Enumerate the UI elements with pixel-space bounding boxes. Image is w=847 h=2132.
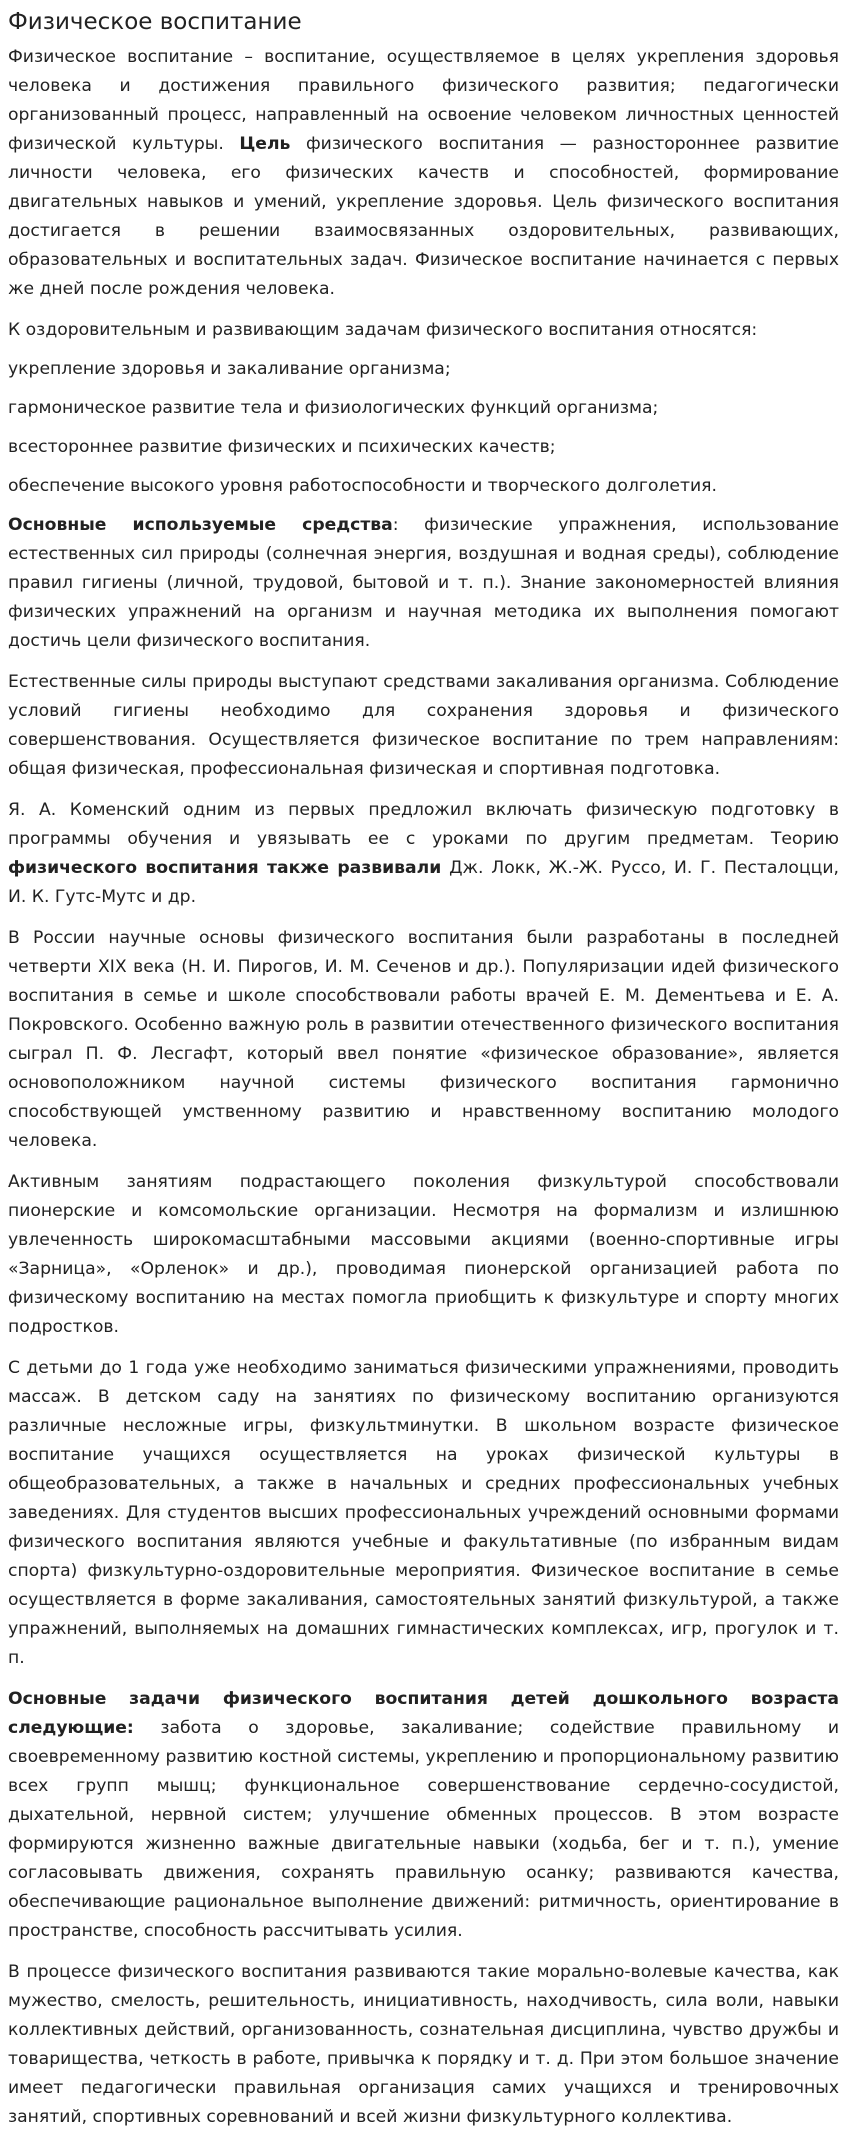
preschool-term: Основные задачи физического воспитания детей дошкольного возраста следующие: [8,1689,839,1738]
ages-paragraph: С детьми до 1 года уже необходимо заниматься физическими упражнениями, проводить массаж. В детском саду на занятиях по физическому воспитанию организуются различные несложные игры, физкультминутки. В школьном возрасте физическое воспитание учащихся осуществляется на уроках физической культуры в общеобразовательных, а также в начальных и средних профессиональных учебных заведениях. Для студентов высших профессиональных учреждений основными формами физического воспитания являются учебные и факультативные (по избранным видам спорта) физкультурно-оздоровительные мероприятия. Физическое воспитание в семье осуществляется в форме закаливания, самостоятельных занятий физкультурой, а также упражнений, выполняемых на домашних гимнастических комплексах, игр, прогулок и т. п. [8,1358,839,1668]
task-item: гармоническое развитие тела и физиологических функций организма; [8,398,659,418]
nature-paragraph: Естественные силы природы выступают средствами закаливания организма. Соблюдение условий гигиены необходимо для сохранения здоровья и физического совершенствования. Осуществляется физическое воспитание по трем направлениям: общая физическая, профессиональная физическая и спортивная подготовка. [8,672,839,779]
task-item: всестороннее развитие физических и психических качеств; [8,437,556,457]
history-text-1: Я. А. Коменский одним из первых предложил включать физическую подготовку в программы обучения и увязывать ее с уроками по другим предметам. Теорию [8,800,839,849]
page-title: Физическое воспитание [8,9,302,35]
history-term: физического воспитания также развивали [8,858,442,878]
intro-paragraph [8,43,839,304]
preschool-text: забота о здоровье, закаливание; содействие правильному и своевременному развитию костной системы, укреплению и пропорциональному развитию всех групп мышц; функциональное совершенствование сердечно-сосудистой, дыхательной, нервной систем; улучшение обменных процессов. В этом возрасте формируются жизненно важные двигательные навыки (ходьба, бег и т. п.), умение согласовывать движения, сохранять правильную осанку; развиваются качества, обеспечивающие рациональное выполнение движений: ритмичность, ориентирование в пространстве, способность рассчитывать усилия. [8,1718,839,1941]
intro-text-1: Физическое воспитание – воспитание, осуществляемое в целях укрепления здоровья человека и достижения правильного физического развития; педагогически организованный процесс, направленный на освоение человеком личностных ценностей физической культуры. [8,47,839,154]
means-text: : физические упражнения, использование естественных сил природы (солнечная энергия, воздушная и водная среды), соблюдение правил гигиены (личной, трудовой, бытовой и т. п.). Знание закономерностей влияния физических упражнений на организм и научная методика их выполнения помогают достичь цели физического воспитания. [8,515,839,651]
history-paragraph [8,796,839,912]
qualities-paragraph: В процессе физического воспитания развиваются такие морально-волевые качества, как мужество, смелость, решительность, инициативность, находчивость, сила воли, навыки коллективных действий, организованность, сознательная дисциплина, чувство дружбы и товарищества, четкость в работе, привычка к порядку и т. д. При этом большое значение имеет педагогически правильная организация самих учащихся и тренировочных занятий, спортивных соревнований и всей жизни физкультурного коллектива. [8,1962,839,2127]
task-item: обеспечение высокого уровня работоспособности и творческого долголетия. [8,476,717,496]
intro-goal-term: Цель [239,134,291,154]
means-paragraph [8,511,839,656]
russia-paragraph: В России научные основы физического воспитания были разработаны в последней четверти XIX века (Н. И. Пирогов, И. М. Сеченов и др.). Популяризации идей физического воспитания в семье и школе способствовали работы врачей Е. М. Дементьева и Е. А. Покровского. Особенно важную роль в развитии отечественного физического воспитания сыграл П. Ф. Лесгафт, который ввел понятие «физическое образование», является основоположником научной системы физического воспитания гармонично способствующей умственному развитию и нравственному воспитанию молодого человека. [8,928,839,1151]
soviet-paragraph: Активным занятиям подрастающего поколения физкультурой способствовали пионерские и комсомольские организации. Несмотря на формализм и излишнюю увлеченность широкомасштабными массовыми акциями (военно-спортивные игры «Зарница», «Орленок» и др.), проводимая пионерской организацией работа по физическому воспитанию на местах помогла приобщить к физкультуре и спорту многих подростков. [8,1172,839,1337]
intro-text-2: физического воспитания — разностороннее развитие личности человека, его физических качеств и способностей, формирование двигательных навыков и умений, укрепление здоровья. Цель физического воспитания достигается в решении взаимосвязанных оздоровительных, развивающих, образовательных и воспитательных задач. Физическое воспитание начинается с первых же дней после рождения человека. [8,134,839,299]
means-term: Основные используемые средства [8,515,393,535]
history-text-2: Дж. Локк, Ж.-Ж. Руссо, И. Г. Песталоцци, И. К. Гутс-Мутс и др. [8,858,839,907]
preschool-paragraph [8,1685,839,1946]
task-item: укрепление здоровья и закаливание организма; [8,359,451,379]
tasks-heading: К оздоровительным и развивающим задачам физического воспитания относятся: [8,320,758,340]
